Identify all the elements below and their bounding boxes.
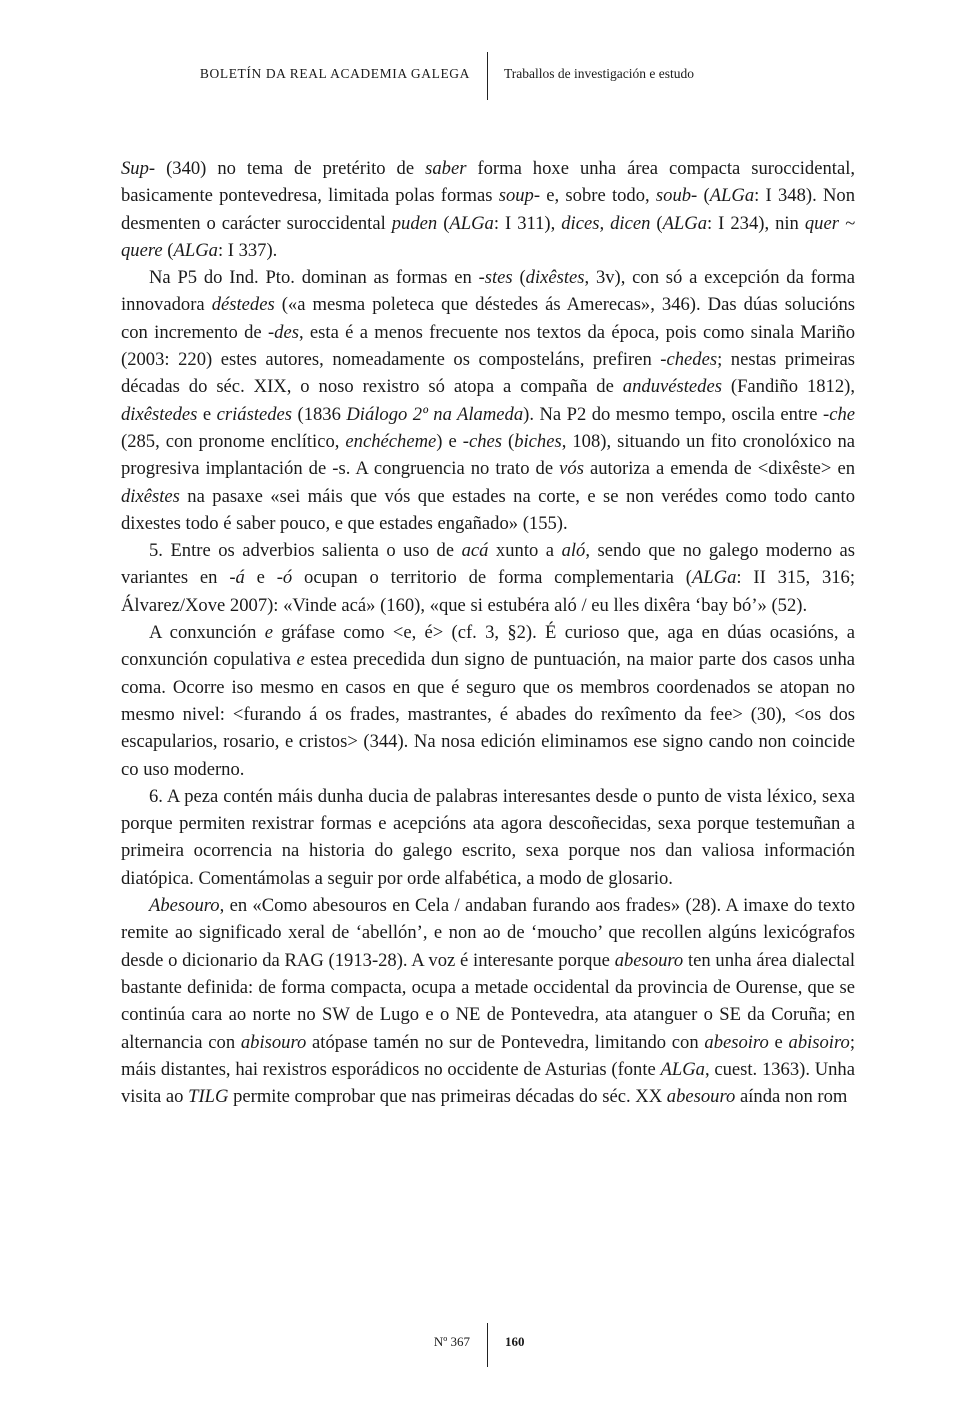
text-run: ). Na P2 do mesmo tempo, oscila entre: [523, 403, 824, 425]
text-run: 6. A peza contén máis dunha ducia de palabras interesantes desde o punto de vista léxico, sexa porque permiten rexistrar formas e acepcións ata agora descoñecidas, sexa porque testemuñan a primeira ocorrencia na historia do galego escrito, sexa porque nos dan valiosa información diatópica. Comentámolas a seguir por orde alfabética, a modo de glosario.: [121, 785, 855, 889]
text-run: (: [650, 212, 663, 234]
text-run: , cuest. 1363). Unha visita ao: [121, 1058, 855, 1108]
text-run: (: [512, 267, 526, 289]
italic-run: dices, dicen: [561, 212, 651, 234]
text-run: xunto a: [488, 540, 562, 562]
italic-run: -stes: [478, 267, 513, 289]
page-number: 160: [505, 1334, 525, 1349]
header-divider: [487, 52, 488, 100]
text-run: : I 311),: [493, 212, 562, 234]
italic-run: dixêstes: [121, 485, 180, 507]
italic-run: -ches: [462, 430, 502, 452]
paragraph: [121, 619, 855, 783]
text-run: estea precedida dun signo de puntuación, na maior parte dos casos unha coma. Ocorre iso mesmo en casos en que é seguro que os membros coordenados se atopan no mesmo nivel: <furando á os frades, mastrantes, é abades do rexîmento da fee> (30), <os dos escapularios, rosario, e cristos> (344). Na nosa edición eliminamos ese signo cando non coincide co uso moderno.: [121, 649, 855, 780]
text-run: , 3v), con só a excepción da forma innovadora: [121, 267, 856, 316]
italic-run: soup-: [498, 185, 541, 207]
italic-run: saber: [425, 158, 467, 179]
italic-run: puden: [391, 212, 438, 234]
text-run: (1836: [292, 403, 347, 425]
text-run: (340) no tema de pretérito de: [155, 158, 426, 179]
italic-run: enchécheme: [345, 430, 437, 452]
text-run: , sendo que no galego moderno as variantes en: [121, 540, 855, 589]
italic-run: ALGa: [709, 185, 755, 207]
text-run: ten unha área dialectal bastante definida: de forma compacta, ocupa a metade occidental da provincia de Ourense, que se continúa cara ao norte no SW de Lugo e o NE de Pontevedra, ata atanguer o SE da Coruña; en alternancia con: [121, 949, 855, 1053]
italic-run: Diálogo 2º na Alameda: [346, 403, 524, 425]
paragraph: [121, 264, 855, 537]
text-run: , 108), situando un fito cronolóxico na progresiva implantación de -s. A congruencia no trato de: [121, 430, 855, 480]
italic-run: -ó: [276, 567, 293, 589]
text-run: ; máis distantes, hai rexistros esporádicos no occidente de Asturias (fonte: [121, 1031, 855, 1080]
italic-run: criástedes: [216, 403, 293, 425]
footer-divider: [487, 1323, 488, 1367]
italic-run: abesouro: [666, 1086, 736, 1108]
text-run: («a mesma poleteca que déstedes ás Amerecas», 346). Das dúas solucións con incremento de: [121, 294, 855, 343]
paragraph: [121, 155, 855, 264]
italic-run: TILG: [188, 1086, 229, 1108]
italic-run: vós: [559, 458, 584, 480]
text-run: : II 315, 316; Álvarez/Xove 2007): «Vinde acá» (160), «que si estubéra aló / eu lles dixêra ‘bay bó’» (52).: [121, 567, 855, 616]
text-run: (Fandiño 1812),: [721, 376, 855, 398]
italic-run: -á: [229, 567, 245, 589]
text-run: A conxunción: [149, 622, 265, 644]
text-run: na pasaxe «sei máis que vós que estades na corte, e se non verédes como todo canto dixestes todo é saber pouco, e que estades engañado» (155).: [121, 485, 855, 534]
italic-run: -che: [823, 403, 856, 425]
text-run: ) e: [436, 430, 463, 452]
text-run: forma hoxe unha área compacta suroccidental, basicamente pontevedresa, limitada polas formas: [121, 158, 856, 207]
paragraph: [121, 783, 855, 892]
running-header: [0, 52, 975, 100]
section-title: Traballos de investigación e estudo: [504, 66, 694, 81]
text-run: 5. Entre os adverbios salienta o uso de: [149, 540, 462, 562]
italic-run: aló: [561, 540, 586, 562]
italic-run: -chedes: [660, 349, 718, 371]
text-run: : I 234), nin: [707, 212, 805, 234]
italic-run: ALGa: [691, 567, 737, 589]
italic-run: soub-: [655, 185, 698, 207]
italic-run: biches: [514, 430, 562, 452]
italic-run: ALGa: [173, 239, 218, 261]
italic-run: abesoiro: [704, 1031, 769, 1053]
paragraph: [121, 537, 855, 619]
italic-run: ALGa: [660, 1058, 705, 1080]
text-run: e, sobre todo,: [540, 185, 656, 207]
text-run: , esta é a menos frecuente nos textos da época, pois como sinala Mariño (2003: 220) estes autores, nomeadamente os composteláns, prefiren: [121, 321, 855, 371]
paragraph: [121, 892, 855, 1110]
text-run: e: [197, 403, 217, 425]
italic-run: Abesouro: [149, 895, 220, 917]
italic-run: ALGa: [449, 212, 494, 234]
text-run: gráfase como <e, é> (cf. 3, §2). É curioso que, aga en dúas ocasións, a conxunción copulativa: [121, 622, 856, 671]
italic-run: acá: [461, 540, 489, 562]
italic-run: anduvéstedes: [622, 376, 722, 398]
italic-run: ALGa: [662, 212, 708, 234]
italic-run: Sup-: [121, 158, 156, 179]
text-run: ; nestas primeiras décadas do séc. XIX, o noso rexistro só atopa a compaña de: [121, 349, 856, 398]
journal-title: BOLETÍN DA REAL ACADEMIA GALEGA: [199, 66, 470, 81]
running-footer: [0, 1323, 975, 1367]
italic-run: dixêstedes: [121, 403, 198, 425]
text-run: , en «Como abesouros en Cela / andaban furando aos frades» (28). A imaxe do texto remite ao significado xeral de ‘abellón’, e non ao de ‘moucho’ que recollen algúns lexicógrafos desde o dicionario da RAG (1913-28). A voz é interesante porque: [121, 895, 855, 971]
text-run: atópase tamén no sur de Pontevedra, limitando con: [306, 1031, 705, 1053]
text-run: (285, con pronome enclítico,: [121, 430, 346, 452]
issue-number: Nº 367: [433, 1334, 470, 1349]
text-run: (: [437, 212, 450, 234]
text-run: (: [501, 430, 515, 452]
italic-run: abisouro: [240, 1031, 307, 1053]
article-body: [121, 155, 855, 1110]
italic-run: déstedes: [211, 294, 275, 316]
text-run: ocupan o territorio de forma complementaria (: [292, 567, 692, 589]
text-run: : I 337).: [217, 239, 278, 261]
text-run: permite comprobar que nas primeiras décadas do séc. XX: [228, 1086, 667, 1108]
text-run: (: [162, 239, 174, 261]
italic-run: dixêstes: [525, 267, 585, 289]
text-run: (: [697, 185, 710, 207]
text-run: aínda non rom: [735, 1086, 848, 1108]
italic-run: abesouro: [614, 949, 684, 971]
italic-run: quer ~ quere: [121, 212, 855, 261]
italic-run: abisoiro: [788, 1031, 850, 1053]
text-run: autoriza a emenda de <dixêste> en: [583, 458, 855, 480]
italic-run: e: [264, 622, 273, 644]
text-run: : I 348). Non desmenten o carácter suroccidental: [121, 185, 856, 234]
text-run: Na P5 do Ind. Pto. dominan as formas en: [149, 267, 479, 289]
italic-run: e: [296, 649, 305, 671]
text-run: e: [244, 567, 277, 589]
italic-run: -des: [267, 321, 299, 343]
text-run: e: [768, 1031, 789, 1053]
